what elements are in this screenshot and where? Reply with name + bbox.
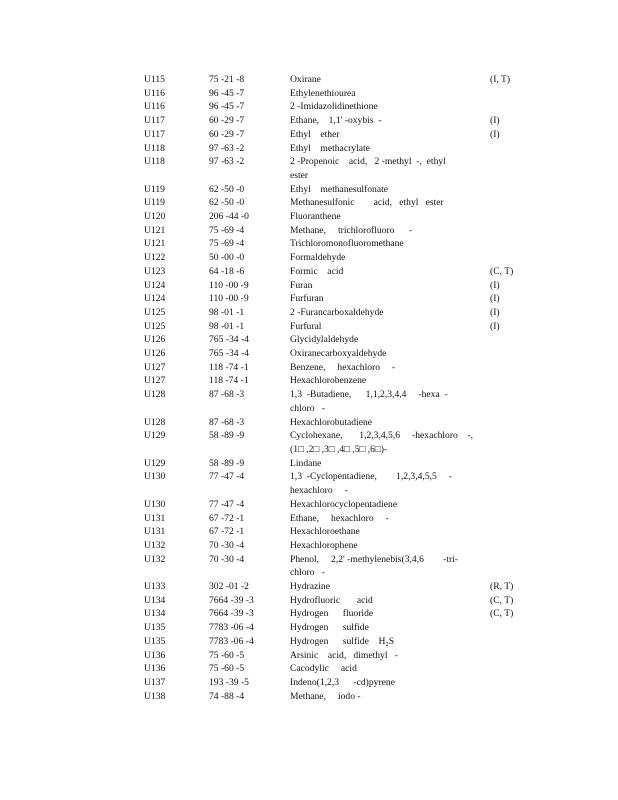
waste-code: U130 xyxy=(144,471,166,483)
cas-number: 110 -00 -9 xyxy=(209,279,249,291)
table-row xyxy=(144,347,544,361)
waste-code: U125 xyxy=(144,306,166,318)
table-row xyxy=(144,237,544,251)
substance-name: Cacodylic acid xyxy=(290,663,357,675)
substance-name: Hydrogen fluoride xyxy=(290,608,374,620)
hazard-code xyxy=(490,142,540,156)
cas-number: 75 -69 -4 xyxy=(209,238,245,250)
waste-code: U128 xyxy=(144,389,166,401)
table-row xyxy=(144,210,544,224)
waste-code: U124 xyxy=(144,293,166,305)
hazard-code xyxy=(490,470,540,497)
table-row xyxy=(144,388,544,415)
substance-name: Cyclohexane, 1,2,3,4,5,6 -hexachloro -, (1□ ,2□ ,3□ ,4□ ,5□ ,6□)- xyxy=(290,430,474,455)
cas-number: 765 -34 -4 xyxy=(209,348,249,360)
hazard-code xyxy=(490,662,540,676)
waste-code: U119 xyxy=(144,183,165,195)
hazardous-waste-table xyxy=(144,73,544,703)
waste-code: U116 xyxy=(144,101,165,113)
table-row xyxy=(144,539,544,553)
hazard-code: (R, T) xyxy=(490,581,514,593)
substance-name: Hydrogen sulfide xyxy=(290,622,369,634)
table-row xyxy=(144,306,544,320)
table-row xyxy=(144,457,544,471)
table-row xyxy=(144,100,544,114)
hazard-code xyxy=(490,429,540,456)
hazard-code: (I) xyxy=(490,306,500,318)
waste-code: U116 xyxy=(144,87,165,99)
waste-code: U132 xyxy=(144,539,166,551)
substance-name: 1,3 -Butadiene, 1,1,2,3,4,4 -hexa - chloro - xyxy=(290,389,448,414)
substance-name: Hexachlorocyclopentadiene xyxy=(290,498,398,510)
cas-number: 98 -01 -1 xyxy=(209,306,245,318)
substance-name: Hexachlorophene xyxy=(290,539,358,551)
hazard-code xyxy=(490,621,540,635)
waste-code: U117 xyxy=(144,115,165,127)
waste-code: U122 xyxy=(144,252,166,264)
substance-name: Methane, trichlorofluoro - xyxy=(290,224,413,236)
table-row xyxy=(144,607,544,621)
hazard-code xyxy=(490,237,540,251)
table-row xyxy=(144,621,544,635)
waste-code: U136 xyxy=(144,649,166,661)
hazard-code xyxy=(490,361,540,375)
cas-number: 75 -60 -5 xyxy=(209,649,245,661)
cas-number: 77 -47 -4 xyxy=(209,498,245,510)
substance-name: Lindane xyxy=(290,457,322,469)
substance-name: Indeno(1,2,3 -cd)pyrene xyxy=(290,676,395,688)
waste-code: U126 xyxy=(144,334,166,346)
table-row xyxy=(144,155,544,182)
waste-code: U123 xyxy=(144,265,166,277)
hazard-code xyxy=(490,224,540,238)
waste-code: U132 xyxy=(144,553,166,565)
cas-number: 75 -60 -5 xyxy=(209,663,245,675)
hazard-code: (C, T) xyxy=(490,608,514,620)
substance-name: Oxiranecarboxyaldehyde xyxy=(290,348,387,360)
cas-number: 58 -89 -9 xyxy=(209,457,245,469)
cas-number: 96 -45 -7 xyxy=(209,101,245,113)
table-row xyxy=(144,635,544,649)
table-row xyxy=(144,580,544,594)
waste-code: U130 xyxy=(144,498,166,510)
substance-name: Fluoranthene xyxy=(290,211,341,223)
substance-name: Trichloromonofluoromethane xyxy=(290,238,404,250)
table-row xyxy=(144,279,544,293)
substance-name: 2 -Imidazolidinethione xyxy=(290,101,378,113)
cas-number: 193 -39 -5 xyxy=(209,676,249,688)
substance-name: Furfuran xyxy=(290,293,324,305)
substance-name: Furfural xyxy=(290,320,322,332)
cas-number: 50 -00 -0 xyxy=(209,252,245,264)
substance-name: Hydrogen sulfide H₂S xyxy=(290,635,395,647)
waste-code: U131 xyxy=(144,526,166,538)
table-row xyxy=(144,374,544,388)
hazard-code xyxy=(490,100,540,114)
cas-number: 765 -34 -4 xyxy=(209,334,249,346)
substance-name: Furan xyxy=(290,279,313,291)
cas-number: 98 -01 -1 xyxy=(209,320,245,332)
hazard-code xyxy=(490,676,540,690)
cas-number: 87 -68 -3 xyxy=(209,416,245,428)
waste-code: U129 xyxy=(144,430,166,442)
cas-number: 97 -63 -2 xyxy=(209,156,245,168)
cas-number: 64 -18 -6 xyxy=(209,265,245,277)
substance-name: 2 -Propenoic acid, 2 -methyl -, ethyl ester xyxy=(290,156,446,181)
substance-name: Hydrofluoric acid xyxy=(290,594,373,606)
hazard-code: (C, T) xyxy=(490,594,514,606)
hazard-code xyxy=(490,374,540,388)
substance-name: Ethylenethiourea xyxy=(290,87,356,99)
hazard-code xyxy=(490,183,540,197)
table-row xyxy=(144,525,544,539)
waste-code: U134 xyxy=(144,594,166,606)
substance-name: 2 -Furancarboxaldehyde xyxy=(290,306,384,318)
cas-number: 97 -63 -2 xyxy=(209,142,245,154)
hazard-code: (I) xyxy=(490,293,500,305)
waste-code: U115 xyxy=(144,74,165,85)
waste-code: U121 xyxy=(144,224,166,236)
table-row xyxy=(144,183,544,197)
hazard-code xyxy=(490,416,540,430)
substance-name: Phenol, 2,2' -methylenebis(3,4,6 -tri- chloro - xyxy=(290,553,458,579)
waste-code: U134 xyxy=(144,608,166,620)
table-row xyxy=(144,73,544,87)
substance-name: Glycidylaldehyde xyxy=(290,334,359,346)
substance-name: Arsinic acid, dimethyl - xyxy=(290,649,398,661)
table-row xyxy=(144,251,544,265)
hazard-code xyxy=(490,457,540,471)
hazard-code xyxy=(490,196,540,210)
table-row xyxy=(144,292,544,306)
cas-number: 87 -68 -3 xyxy=(209,389,245,401)
hazard-code xyxy=(490,539,540,553)
waste-code: U127 xyxy=(144,375,166,387)
waste-code: U127 xyxy=(144,361,166,373)
waste-code: U133 xyxy=(144,581,166,593)
cas-number: 74 -88 -4 xyxy=(209,690,245,702)
hazard-code xyxy=(490,155,540,182)
cas-number: 67 -72 -1 xyxy=(209,512,245,524)
waste-code: U118 xyxy=(144,142,165,154)
table-row xyxy=(144,361,544,375)
table-row xyxy=(144,114,544,128)
waste-code: U129 xyxy=(144,457,166,469)
cas-number: 75 -69 -4 xyxy=(209,224,245,236)
hazard-code xyxy=(490,649,540,663)
cas-number: 96 -45 -7 xyxy=(209,87,245,99)
table-row xyxy=(144,512,544,526)
substance-name: 1,3 -Cyclopentadiene, 1,2,3,4,5,5 - hexachloro - xyxy=(290,471,452,497)
waste-code: U138 xyxy=(144,690,166,702)
waste-code: U135 xyxy=(144,622,166,634)
table-row xyxy=(144,649,544,663)
waste-code: U126 xyxy=(144,348,166,360)
cas-number: 302 -01 -2 xyxy=(209,581,249,593)
substance-name: Hydrazine xyxy=(290,581,330,593)
hazard-code: (I) xyxy=(490,279,500,291)
cas-number: 62 -50 -0 xyxy=(209,183,245,195)
substance-name: Formic acid xyxy=(290,265,344,277)
substance-name: Hexachlorobenzene xyxy=(290,375,367,387)
waste-code: U119 xyxy=(144,197,165,209)
table-row xyxy=(144,320,544,334)
table-row xyxy=(144,690,544,704)
substance-name: Ethyl methanesulfonate xyxy=(290,183,389,195)
hazard-code: (I) xyxy=(490,128,500,140)
table-row xyxy=(144,265,544,279)
hazard-code xyxy=(490,498,540,512)
table-row xyxy=(144,498,544,512)
cas-number: 67 -72 -1 xyxy=(209,526,245,538)
cas-number: 77 -47 -4 xyxy=(209,471,245,483)
table-row xyxy=(144,224,544,238)
cas-number: 60 -29 -7 xyxy=(209,128,245,140)
hazard-code xyxy=(490,635,540,649)
table-row xyxy=(144,676,544,690)
substance-name: Methanesulfonic acid, ethyl ester xyxy=(290,197,444,209)
cas-number: 58 -89 -9 xyxy=(209,430,245,442)
table-row xyxy=(144,196,544,210)
waste-code: U118 xyxy=(144,156,165,168)
waste-code: U120 xyxy=(144,211,166,223)
waste-code: U121 xyxy=(144,238,166,250)
cas-number: 110 -00 -9 xyxy=(209,293,249,305)
table-row xyxy=(144,553,544,580)
cas-number: 70 -30 -4 xyxy=(209,553,245,565)
substance-name: Formaldehyde xyxy=(290,252,346,264)
cas-number: 7783 -06 -4 xyxy=(209,622,254,634)
cas-number: 7664 -39 -3 xyxy=(209,594,254,606)
table-row xyxy=(144,128,544,142)
hazard-code xyxy=(490,347,540,361)
hazard-code: (C, T) xyxy=(490,265,514,277)
waste-code: U125 xyxy=(144,320,166,332)
table-row xyxy=(144,416,544,430)
cas-number: 70 -30 -4 xyxy=(209,539,245,551)
table-row xyxy=(144,470,544,497)
cas-number: 118 -74 -1 xyxy=(209,361,249,373)
hazard-code xyxy=(490,210,540,224)
cas-number: 118 -74 -1 xyxy=(209,375,249,387)
hazard-code xyxy=(490,333,540,347)
table-row xyxy=(144,87,544,101)
table-row xyxy=(144,662,544,676)
table-row xyxy=(144,429,544,456)
substance-name: Ethyl ether xyxy=(290,128,340,140)
substance-name: Methane, iodo - xyxy=(290,690,361,702)
hazard-code: (I) xyxy=(490,320,500,332)
cas-number: 62 -50 -0 xyxy=(209,197,245,209)
waste-code: U131 xyxy=(144,512,166,524)
waste-code: U136 xyxy=(144,663,166,675)
substance-name: Ethane, 1,1' -oxybis - xyxy=(290,115,382,127)
hazard-code xyxy=(490,388,540,415)
waste-code: U117 xyxy=(144,128,165,140)
cas-number: 7664 -39 -3 xyxy=(209,608,254,620)
substance-name: Ethyl methacrylate xyxy=(290,142,370,154)
substance-name: Benzene, hexachloro - xyxy=(290,361,396,373)
hazard-code xyxy=(490,251,540,265)
cas-number: 7783 -06 -4 xyxy=(209,635,254,647)
waste-code: U137 xyxy=(144,676,166,688)
hazard-code xyxy=(490,87,540,101)
substance-name: Oxirane xyxy=(290,74,321,85)
hazard-code xyxy=(490,553,540,580)
table-row xyxy=(144,333,544,347)
hazard-code xyxy=(490,525,540,539)
waste-code: U135 xyxy=(144,635,166,647)
hazard-code xyxy=(490,690,540,704)
cas-number: 206 -44 -0 xyxy=(209,211,249,223)
substance-name: Ethane, hexachloro - xyxy=(290,512,389,524)
substance-name: Hexachlorobutadiene xyxy=(290,416,373,428)
substance-name: Hexachloroethane xyxy=(290,526,360,538)
table-row xyxy=(144,594,544,608)
cas-number: 75 -21 -8 xyxy=(209,74,245,85)
waste-code: U124 xyxy=(144,279,166,291)
hazard-code: (I, T) xyxy=(490,74,511,85)
waste-code: U128 xyxy=(144,416,166,428)
table-row xyxy=(144,142,544,156)
hazard-code: (I) xyxy=(490,115,500,127)
cas-number: 60 -29 -7 xyxy=(209,115,245,127)
hazard-code xyxy=(490,512,540,526)
